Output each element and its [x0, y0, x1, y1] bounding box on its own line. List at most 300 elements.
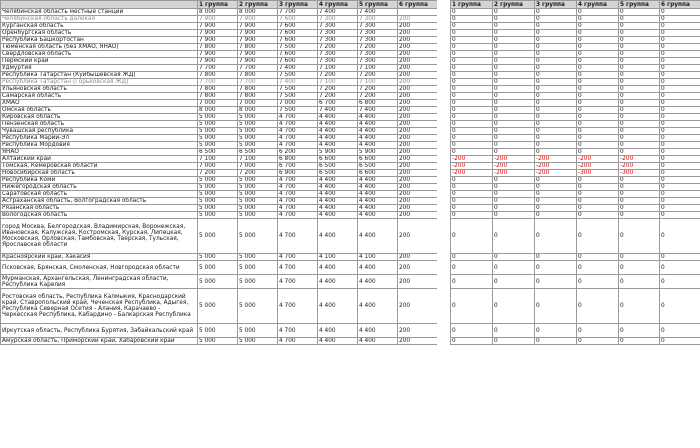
change-cell[interactable]: 0: [451, 324, 493, 338]
region-name-cell[interactable]: Саратовская область: [1, 191, 198, 198]
change-cell[interactable]: 0: [451, 114, 493, 121]
change-cell[interactable]: 0: [451, 58, 493, 65]
change-cell[interactable]: 0: [493, 86, 535, 93]
rate-cell[interactable]: 7 800: [238, 44, 278, 51]
change-cell[interactable]: 0: [660, 72, 700, 79]
rate-cell[interactable]: 7 200: [358, 86, 398, 93]
rate-cell[interactable]: 7 700: [198, 79, 238, 86]
rate-cell[interactable]: 7 000: [238, 100, 278, 107]
change-cell[interactable]: -200: [535, 170, 577, 177]
rate-cell[interactable]: 200: [398, 135, 438, 142]
rate-cell[interactable]: 4 400: [318, 142, 358, 149]
rate-cell[interactable]: 200: [398, 121, 438, 128]
change-cell[interactable]: 0: [660, 37, 700, 44]
change-cell[interactable]: 0: [660, 163, 700, 170]
change-cell[interactable]: -200: [535, 156, 577, 163]
rate-cell[interactable]: 7 400: [278, 65, 318, 72]
change-cell[interactable]: 0: [493, 93, 535, 100]
change-cell[interactable]: 0: [660, 184, 700, 191]
rate-cell[interactable]: 4 400: [318, 212, 358, 219]
rate-cell[interactable]: 4 700: [278, 142, 318, 149]
rate-cell[interactable]: 7 200: [358, 72, 398, 79]
change-cell[interactable]: 0: [493, 79, 535, 86]
rate-cell[interactable]: 7 400: [318, 107, 358, 114]
region-name-cell[interactable]: Оренбургская область: [1, 30, 198, 37]
change-cell[interactable]: 0: [619, 58, 660, 65]
rate-cell[interactable]: 4 100: [318, 254, 358, 261]
rate-cell[interactable]: 4 400: [358, 198, 398, 205]
region-name-cell[interactable]: Челябинская область местные станции: [1, 9, 198, 16]
rate-cell[interactable]: 200: [398, 275, 438, 289]
rate-cell[interactable]: 7 000: [198, 100, 238, 107]
region-name-cell[interactable]: Республика Мордовия: [1, 142, 198, 149]
rate-cell[interactable]: 4 400: [358, 184, 398, 191]
group-2-column-header[interactable]: 2 группа: [238, 1, 278, 9]
region-name-cell[interactable]: Красноярский край, Хакасия: [1, 254, 198, 261]
rate-cell[interactable]: 7 900: [198, 30, 238, 37]
rate-cell[interactable]: 7 300: [358, 23, 398, 30]
rate-cell[interactable]: 200: [398, 58, 438, 65]
change-cell[interactable]: 0: [493, 338, 535, 345]
change-cell[interactable]: 0: [577, 79, 619, 86]
rate-cell[interactable]: 200: [398, 177, 438, 184]
change-cell[interactable]: 0: [493, 275, 535, 289]
region-name-cell[interactable]: Мурманская, Архангельская, Ленинградская области, Республика Карелия: [1, 275, 198, 289]
rate-cell[interactable]: 7 500: [278, 72, 318, 79]
rate-cell[interactable]: 7 900: [198, 51, 238, 58]
region-name-cell[interactable]: ЯНАО: [1, 149, 198, 156]
rate-cell[interactable]: 5 000: [238, 338, 278, 345]
rate-cell[interactable]: 5 000: [238, 135, 278, 142]
rate-cell[interactable]: 7 900: [238, 30, 278, 37]
change-cell[interactable]: 0: [535, 23, 577, 30]
change-cell[interactable]: 0: [535, 135, 577, 142]
change-cell[interactable]: 0: [535, 86, 577, 93]
region-name-cell[interactable]: город Москва, Белгородская, Владимирская, Воронежская, Ивановская, Калужская, Костромская, Курская, Липецкая, Московская, Орловская, Тамбовская, Тверская, Тульская, Ярославская области: [1, 219, 198, 254]
change-cell[interactable]: 0: [660, 114, 700, 121]
rate-cell[interactable]: 4 700: [278, 121, 318, 128]
rate-cell[interactable]: 4 700: [278, 191, 318, 198]
change-cell[interactable]: 0: [619, 114, 660, 121]
rate-cell[interactable]: 7 600: [278, 58, 318, 65]
change-cell[interactable]: 0: [660, 289, 700, 324]
change-group-6-column-header[interactable]: 6 группа: [660, 1, 700, 9]
change-cell[interactable]: 0: [660, 261, 700, 275]
rate-cell[interactable]: 200: [398, 338, 438, 345]
change-cell[interactable]: 0: [493, 254, 535, 261]
change-cell[interactable]: 0: [577, 121, 619, 128]
change-cell[interactable]: 0: [451, 37, 493, 44]
change-cell[interactable]: 0: [535, 338, 577, 345]
change-cell[interactable]: 0: [451, 51, 493, 58]
rate-cell[interactable]: 7 200: [318, 86, 358, 93]
change-cell[interactable]: 0: [660, 177, 700, 184]
rate-cell[interactable]: 7 900: [238, 23, 278, 30]
change-cell[interactable]: 0: [660, 275, 700, 289]
rate-cell[interactable]: 200: [398, 289, 438, 324]
change-cell[interactable]: 0: [535, 128, 577, 135]
change-cell[interactable]: 0: [619, 30, 660, 37]
rate-cell[interactable]: 4 400: [358, 135, 398, 142]
change-cell[interactable]: 0: [451, 93, 493, 100]
change-cell[interactable]: 0: [577, 51, 619, 58]
change-cell[interactable]: 0: [619, 128, 660, 135]
rate-cell[interactable]: 4 400: [318, 114, 358, 121]
rate-cell[interactable]: 4 400: [358, 191, 398, 198]
change-cell[interactable]: 0: [577, 86, 619, 93]
change-cell[interactable]: 0: [619, 9, 660, 16]
change-cell[interactable]: 0: [619, 142, 660, 149]
rate-cell[interactable]: 4 400: [318, 275, 358, 289]
change-cell[interactable]: 0: [493, 72, 535, 79]
change-cell[interactable]: -200: [493, 156, 535, 163]
change-cell[interactable]: 0: [493, 114, 535, 121]
rate-cell[interactable]: 7 000: [198, 163, 238, 170]
change-cell[interactable]: 0: [493, 121, 535, 128]
change-cell[interactable]: 0: [577, 254, 619, 261]
rate-cell[interactable]: 6 500: [318, 163, 358, 170]
change-cell[interactable]: 0: [660, 86, 700, 93]
change-cell[interactable]: 0: [535, 184, 577, 191]
change-cell[interactable]: 0: [660, 219, 700, 254]
change-cell[interactable]: 0: [535, 275, 577, 289]
change-cell[interactable]: -300: [577, 170, 619, 177]
change-cell[interactable]: 0: [451, 72, 493, 79]
change-cell[interactable]: 0: [535, 51, 577, 58]
rate-cell[interactable]: 7 800: [198, 86, 238, 93]
rate-cell[interactable]: 7 300: [358, 16, 398, 23]
rate-cell[interactable]: 4 400: [358, 142, 398, 149]
rate-cell[interactable]: 7 500: [278, 93, 318, 100]
rate-cell[interactable]: 4 400: [318, 205, 358, 212]
change-cell[interactable]: 0: [577, 44, 619, 51]
rate-cell[interactable]: 5 000: [238, 275, 278, 289]
rate-cell[interactable]: 7 800: [198, 72, 238, 79]
change-cell[interactable]: 0: [535, 212, 577, 219]
region-name-cell[interactable]: Новосибирская область: [1, 170, 198, 177]
rate-cell[interactable]: 7 800: [238, 72, 278, 79]
rate-cell[interactable]: 5 000: [198, 219, 238, 254]
group-4-column-header[interactable]: 4 группа: [318, 1, 358, 9]
region-name-cell[interactable]: Вологодская область: [1, 212, 198, 219]
rate-cell[interactable]: 7 000: [238, 163, 278, 170]
rate-cell[interactable]: 4 400: [358, 121, 398, 128]
rate-cell[interactable]: 4 700: [278, 261, 318, 275]
change-cell[interactable]: 0: [451, 261, 493, 275]
change-cell[interactable]: 0: [619, 198, 660, 205]
change-cell[interactable]: 0: [619, 275, 660, 289]
change-cell[interactable]: 0: [535, 177, 577, 184]
rate-cell[interactable]: 4 400: [358, 289, 398, 324]
change-cell[interactable]: 0: [660, 149, 700, 156]
change-cell[interactable]: 0: [660, 16, 700, 23]
rate-cell[interactable]: 7 100: [318, 79, 358, 86]
rate-cell[interactable]: 4 700: [278, 198, 318, 205]
region-name-cell[interactable]: Амурская область, Приморский край, Хабаровский край: [1, 338, 198, 345]
change-cell[interactable]: 0: [619, 212, 660, 219]
rate-cell[interactable]: 6 900: [278, 170, 318, 177]
rate-cell[interactable]: 7 300: [358, 37, 398, 44]
change-cell[interactable]: 0: [619, 254, 660, 261]
rate-cell[interactable]: 6 800: [358, 100, 398, 107]
change-cell[interactable]: 0: [619, 324, 660, 338]
change-cell[interactable]: 0: [577, 289, 619, 324]
change-cell[interactable]: 0: [451, 177, 493, 184]
rate-cell[interactable]: 7 200: [358, 44, 398, 51]
rate-cell[interactable]: 5 000: [198, 114, 238, 121]
change-cell[interactable]: 0: [660, 212, 700, 219]
rate-cell[interactable]: 4 700: [278, 135, 318, 142]
change-cell[interactable]: 0: [493, 191, 535, 198]
rate-cell[interactable]: 7 400: [358, 107, 398, 114]
change-cell[interactable]: 0: [577, 275, 619, 289]
rate-cell[interactable]: 200: [398, 65, 438, 72]
rate-cell[interactable]: 7 100: [238, 156, 278, 163]
change-cell[interactable]: 0: [660, 254, 700, 261]
rate-cell[interactable]: 200: [398, 23, 438, 30]
rate-cell[interactable]: 4 400: [318, 191, 358, 198]
rate-cell[interactable]: 7 400: [318, 9, 358, 16]
region-name-cell[interactable]: Псковская, Брянская, Смоленская, Новгородская области: [1, 261, 198, 275]
rate-cell[interactable]: 7 700: [238, 79, 278, 86]
change-cell[interactable]: 0: [577, 205, 619, 212]
rate-cell[interactable]: 4 400: [358, 275, 398, 289]
rate-cell[interactable]: 6 200: [278, 149, 318, 156]
change-cell[interactable]: 0: [451, 198, 493, 205]
rate-cell[interactable]: 7 700: [278, 9, 318, 16]
change-cell[interactable]: 0: [577, 128, 619, 135]
change-cell[interactable]: 0: [577, 198, 619, 205]
change-cell[interactable]: 0: [619, 79, 660, 86]
region-name-cell[interactable]: Республика Татарстан (Куйбышевская ЖД): [1, 72, 198, 79]
change-cell[interactable]: 0: [493, 30, 535, 37]
change-cell[interactable]: 0: [451, 121, 493, 128]
rate-cell[interactable]: 200: [398, 86, 438, 93]
rate-cell[interactable]: 7 700: [238, 65, 278, 72]
change-cell[interactable]: 0: [535, 149, 577, 156]
change-cell[interactable]: 0: [493, 142, 535, 149]
rate-cell[interactable]: 7 100: [358, 79, 398, 86]
region-name-cell[interactable]: Самарская область: [1, 93, 198, 100]
change-cell[interactable]: 0: [535, 30, 577, 37]
change-cell[interactable]: 0: [660, 205, 700, 212]
rate-cell[interactable]: 5 000: [198, 121, 238, 128]
change-cell[interactable]: 0: [577, 324, 619, 338]
rate-cell[interactable]: 7 800: [238, 93, 278, 100]
change-cell[interactable]: 0: [535, 254, 577, 261]
change-cell[interactable]: -200: [451, 170, 493, 177]
rate-cell[interactable]: 200: [398, 324, 438, 338]
rate-cell[interactable]: 6 700: [278, 163, 318, 170]
rate-cell[interactable]: 5 000: [198, 324, 238, 338]
rate-cell[interactable]: 8 000: [238, 9, 278, 16]
region-name-cell[interactable]: Республика Татарстан (Горьковская ЖД): [1, 79, 198, 86]
rate-cell[interactable]: 5 000: [198, 128, 238, 135]
change-cell[interactable]: 0: [660, 338, 700, 345]
rate-cell[interactable]: 4 400: [318, 184, 358, 191]
change-cell[interactable]: 0: [577, 107, 619, 114]
rate-cell[interactable]: 5 000: [198, 275, 238, 289]
region-name-cell[interactable]: Удмуртия: [1, 65, 198, 72]
change-cell[interactable]: 0: [577, 65, 619, 72]
region-column-header[interactable]: [1, 1, 198, 9]
region-name-cell[interactable]: Иркутская область, Республика Бурятия, Забайкальский край: [1, 324, 198, 338]
rate-cell[interactable]: 5 000: [238, 114, 278, 121]
rate-cell[interactable]: 7 800: [198, 44, 238, 51]
rate-cell[interactable]: 200: [398, 128, 438, 135]
change-cell[interactable]: 0: [451, 65, 493, 72]
change-cell[interactable]: 0: [619, 51, 660, 58]
change-cell[interactable]: 0: [451, 149, 493, 156]
rate-cell[interactable]: 7 500: [278, 86, 318, 93]
rate-cell[interactable]: 4 400: [358, 177, 398, 184]
rate-cell[interactable]: 7 300: [318, 30, 358, 37]
change-cell[interactable]: 0: [577, 72, 619, 79]
region-name-cell[interactable]: Кировская область: [1, 114, 198, 121]
rate-cell[interactable]: 7 300: [318, 16, 358, 23]
rate-cell[interactable]: 5 000: [238, 128, 278, 135]
rate-cell[interactable]: 200: [398, 37, 438, 44]
rate-cell[interactable]: 5 000: [198, 198, 238, 205]
region-name-cell[interactable]: Томская, Кемеровская области: [1, 163, 198, 170]
rate-cell[interactable]: 4 400: [318, 121, 358, 128]
region-name-cell[interactable]: ХМАО: [1, 100, 198, 107]
region-name-cell[interactable]: Пермский край: [1, 58, 198, 65]
group-1-column-header[interactable]: 1 группа: [198, 1, 238, 9]
change-cell[interactable]: 0: [660, 107, 700, 114]
rate-cell[interactable]: 7 100: [318, 65, 358, 72]
change-cell[interactable]: 0: [660, 142, 700, 149]
rate-cell[interactable]: 200: [398, 254, 438, 261]
rate-cell[interactable]: 7 600: [278, 16, 318, 23]
rate-cell[interactable]: 7 500: [278, 107, 318, 114]
rate-cell[interactable]: 7 400: [278, 79, 318, 86]
region-name-cell[interactable]: Пензенская область: [1, 121, 198, 128]
rate-cell[interactable]: 5 000: [198, 142, 238, 149]
change-cell[interactable]: 0: [535, 93, 577, 100]
rate-cell[interactable]: 7 900: [238, 16, 278, 23]
rate-cell[interactable]: 200: [398, 163, 438, 170]
change-cell[interactable]: 0: [535, 219, 577, 254]
rate-cell[interactable]: 7 600: [278, 30, 318, 37]
change-cell[interactable]: 0: [535, 107, 577, 114]
rate-cell[interactable]: 5 000: [198, 338, 238, 345]
rate-cell[interactable]: 5 000: [198, 191, 238, 198]
region-name-cell[interactable]: Ростовская область, Республика Калмыкия, Краснодарский край, Ставропольский край, Чеченская Республика, Адыгея, Республика Северная Осетия - Алания, Карачаево - Черкесская Республика, Кабардино - Балкарская Республика: [1, 289, 198, 324]
change-cell[interactable]: -200: [577, 156, 619, 163]
rate-cell[interactable]: 200: [398, 44, 438, 51]
change-cell[interactable]: 0: [619, 261, 660, 275]
rate-cell[interactable]: 5 000: [238, 198, 278, 205]
change-cell[interactable]: 0: [493, 100, 535, 107]
change-cell[interactable]: 0: [619, 16, 660, 23]
change-cell[interactable]: 0: [660, 191, 700, 198]
rate-cell[interactable]: 6 600: [358, 156, 398, 163]
change-cell[interactable]: 0: [577, 37, 619, 44]
rate-cell[interactable]: 4 400: [358, 205, 398, 212]
change-cell[interactable]: 0: [451, 16, 493, 23]
rate-cell[interactable]: 200: [398, 170, 438, 177]
change-cell[interactable]: 0: [493, 135, 535, 142]
change-cell[interactable]: 0: [451, 44, 493, 51]
change-cell[interactable]: 0: [451, 191, 493, 198]
region-name-cell[interactable]: Республика Марий-Эл: [1, 135, 198, 142]
rate-cell[interactable]: 7 100: [358, 65, 398, 72]
rate-cell[interactable]: 4 700: [278, 177, 318, 184]
rate-cell[interactable]: 7 600: [278, 37, 318, 44]
rate-cell[interactable]: 200: [398, 205, 438, 212]
rate-cell[interactable]: 5 000: [238, 121, 278, 128]
change-cell[interactable]: 0: [577, 261, 619, 275]
rate-cell[interactable]: [398, 9, 438, 16]
rate-cell[interactable]: 200: [398, 93, 438, 100]
change-cell[interactable]: 0: [619, 135, 660, 142]
rate-cell[interactable]: 4 400: [318, 177, 358, 184]
change-cell[interactable]: -200: [535, 163, 577, 170]
change-cell[interactable]: 0: [619, 86, 660, 93]
change-cell[interactable]: 0: [535, 289, 577, 324]
change-cell[interactable]: 0: [451, 135, 493, 142]
change-cell[interactable]: 0: [660, 51, 700, 58]
change-cell[interactable]: -200: [451, 163, 493, 170]
rate-cell[interactable]: 5 000: [198, 184, 238, 191]
change-cell[interactable]: 0: [451, 9, 493, 16]
rate-cell[interactable]: 4 700: [278, 289, 318, 324]
change-cell[interactable]: 0: [493, 23, 535, 30]
change-cell[interactable]: 0: [660, 65, 700, 72]
rate-cell[interactable]: 200: [398, 149, 438, 156]
rate-cell[interactable]: 6 500: [318, 170, 358, 177]
rate-cell[interactable]: 7 900: [198, 37, 238, 44]
change-cell[interactable]: -200: [619, 156, 660, 163]
change-cell[interactable]: 0: [660, 324, 700, 338]
change-group-3-column-header[interactable]: 3 группа: [535, 1, 577, 9]
region-name-cell[interactable]: Нижегородская область: [1, 184, 198, 191]
rate-cell[interactable]: 4 400: [358, 261, 398, 275]
rate-cell[interactable]: 5 000: [238, 205, 278, 212]
rate-cell[interactable]: 7 900: [238, 51, 278, 58]
change-cell[interactable]: 0: [451, 289, 493, 324]
change-cell[interactable]: 0: [493, 51, 535, 58]
region-name-cell[interactable]: Ульяновская область: [1, 86, 198, 93]
change-cell[interactable]: 0: [619, 219, 660, 254]
change-cell[interactable]: 0: [619, 37, 660, 44]
rate-cell[interactable]: 8 000: [238, 107, 278, 114]
rate-cell[interactable]: 7 300: [318, 51, 358, 58]
change-cell[interactable]: 0: [619, 100, 660, 107]
change-cell[interactable]: 0: [577, 30, 619, 37]
change-cell[interactable]: 0: [577, 100, 619, 107]
rate-cell[interactable]: 8 000: [198, 107, 238, 114]
change-cell[interactable]: 0: [577, 58, 619, 65]
rate-cell[interactable]: 4 700: [278, 275, 318, 289]
change-cell[interactable]: 0: [493, 16, 535, 23]
change-cell[interactable]: 0: [493, 107, 535, 114]
change-cell[interactable]: 0: [493, 205, 535, 212]
change-cell[interactable]: 0: [535, 100, 577, 107]
rate-cell[interactable]: 5 000: [238, 177, 278, 184]
change-cell[interactable]: 0: [493, 324, 535, 338]
region-name-cell[interactable]: Тюменская область (без ХМАО, ЯНАО): [1, 44, 198, 51]
group-6-column-header[interactable]: 6 группа: [398, 1, 438, 9]
change-cell[interactable]: 0: [577, 23, 619, 30]
group-3-column-header[interactable]: 3 группа: [278, 1, 318, 9]
change-cell[interactable]: 0: [493, 128, 535, 135]
rate-cell[interactable]: 5 000: [238, 289, 278, 324]
rate-cell[interactable]: 7 400: [358, 9, 398, 16]
change-cell[interactable]: 0: [451, 275, 493, 289]
change-cell[interactable]: 0: [660, 121, 700, 128]
